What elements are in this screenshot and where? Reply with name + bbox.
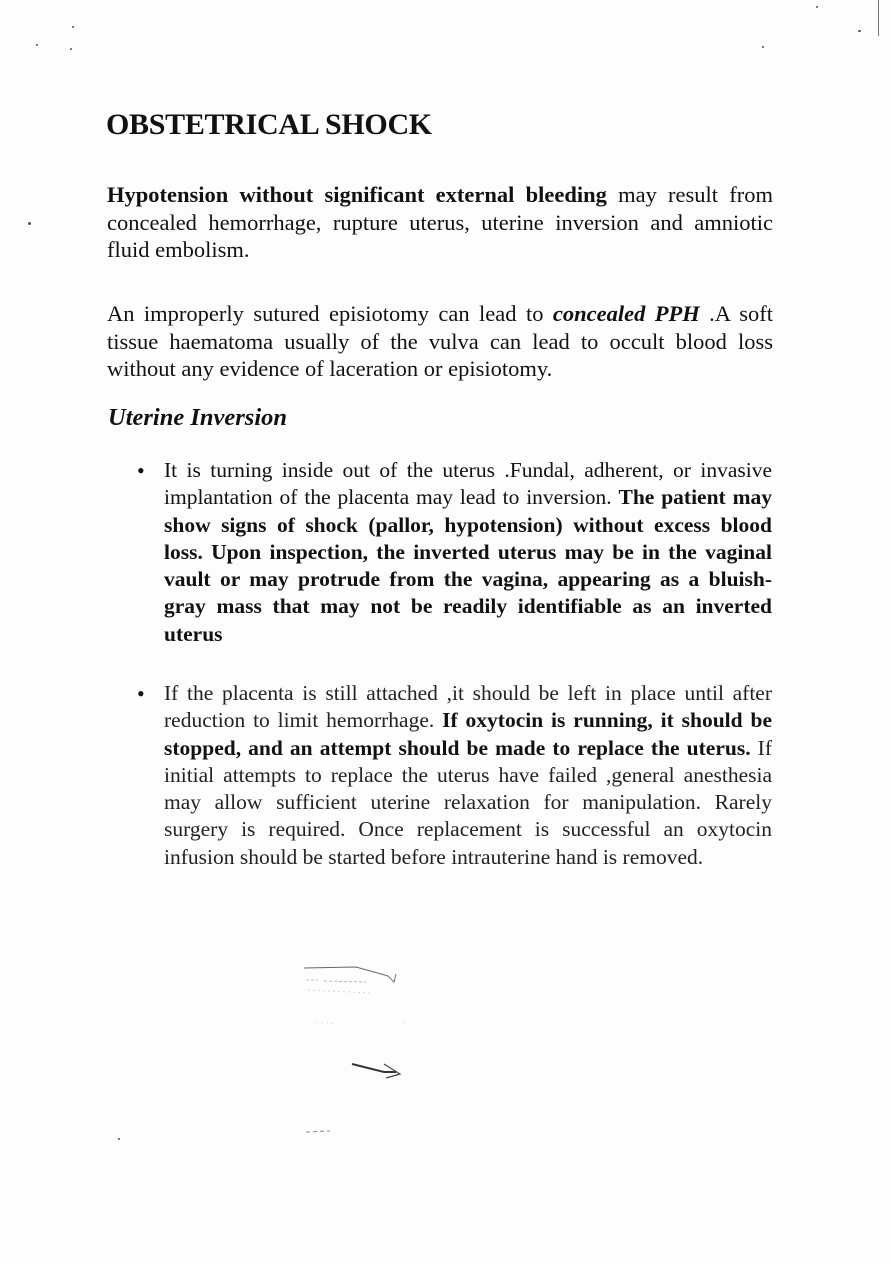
bullet-item-text: It is turning inside out of the uterus .Fundal, adherent, or invasive implantation of the placenta may lead to inversion. [164, 458, 772, 510]
section-heading: Uterine Inversion [108, 404, 288, 431]
scan-speck [118, 1138, 120, 1140]
paragraph-episiotomy [107, 300, 773, 383]
scan-speck [816, 6, 818, 8]
scan-speck [858, 30, 861, 32]
bullet-item [164, 680, 772, 871]
scan-speck [36, 44, 38, 46]
paragraph-hypotension-text: may result from concealed hemorrhage, rupture uterus, uterine inversion and amniotic fluid embolism. [107, 182, 773, 262]
bullet-marker: • [137, 458, 145, 483]
paragraph-episiotomy-emphasis: concealed PPH [552, 301, 700, 326]
bullet-item-bold: The patient may show signs of shock (pallor, hypotension) without excess blood loss. Upon inspection, the inverted uterus may be in the vaginal vault or may protrude from the vagina, appearing as a bluish-gray mass that may not be readily identifiable as an inverted uterus [164, 485, 772, 646]
scan-edge-line [878, 0, 879, 36]
scan-speck [72, 26, 74, 28]
paragraph-episiotomy-text: .A soft tissue haematoma usually of the vulva can lead to occult blood loss without any evidence of laceration or episiotomy. [107, 301, 773, 381]
bullet-item-bold: If oxytocin is running, it should be stopped, and an attempt should be made to replace the uterus. [164, 708, 772, 760]
scan-speck [28, 222, 31, 225]
bullet-item-text: If initial attempts to replace the uterus have failed ,general anesthesia may allow sufficient uterine relaxation for manipulation. Rarely surgery is required. Once replacement is successful an oxytocin infusion should be started before intrauterine hand is removed. [164, 735, 772, 869]
bullet-item [164, 457, 772, 648]
pen-scribble-icon [296, 960, 426, 1140]
paragraph-episiotomy-lead: An improperly sutured episiotomy can lead to [107, 301, 553, 326]
bullet-item-text: If the placenta is still attached ,it should be left in place until after reduction to limit hemorrhage. [164, 681, 772, 733]
scan-speck [762, 46, 764, 48]
page-title: OBSTETRICAL SHOCK [106, 108, 432, 141]
paragraph-hypotension-bold: Hypotension without significant external bleeding [107, 182, 607, 207]
paragraph-hypotension [107, 181, 773, 264]
scan-speck [70, 48, 72, 50]
bullet-marker: • [137, 681, 145, 706]
